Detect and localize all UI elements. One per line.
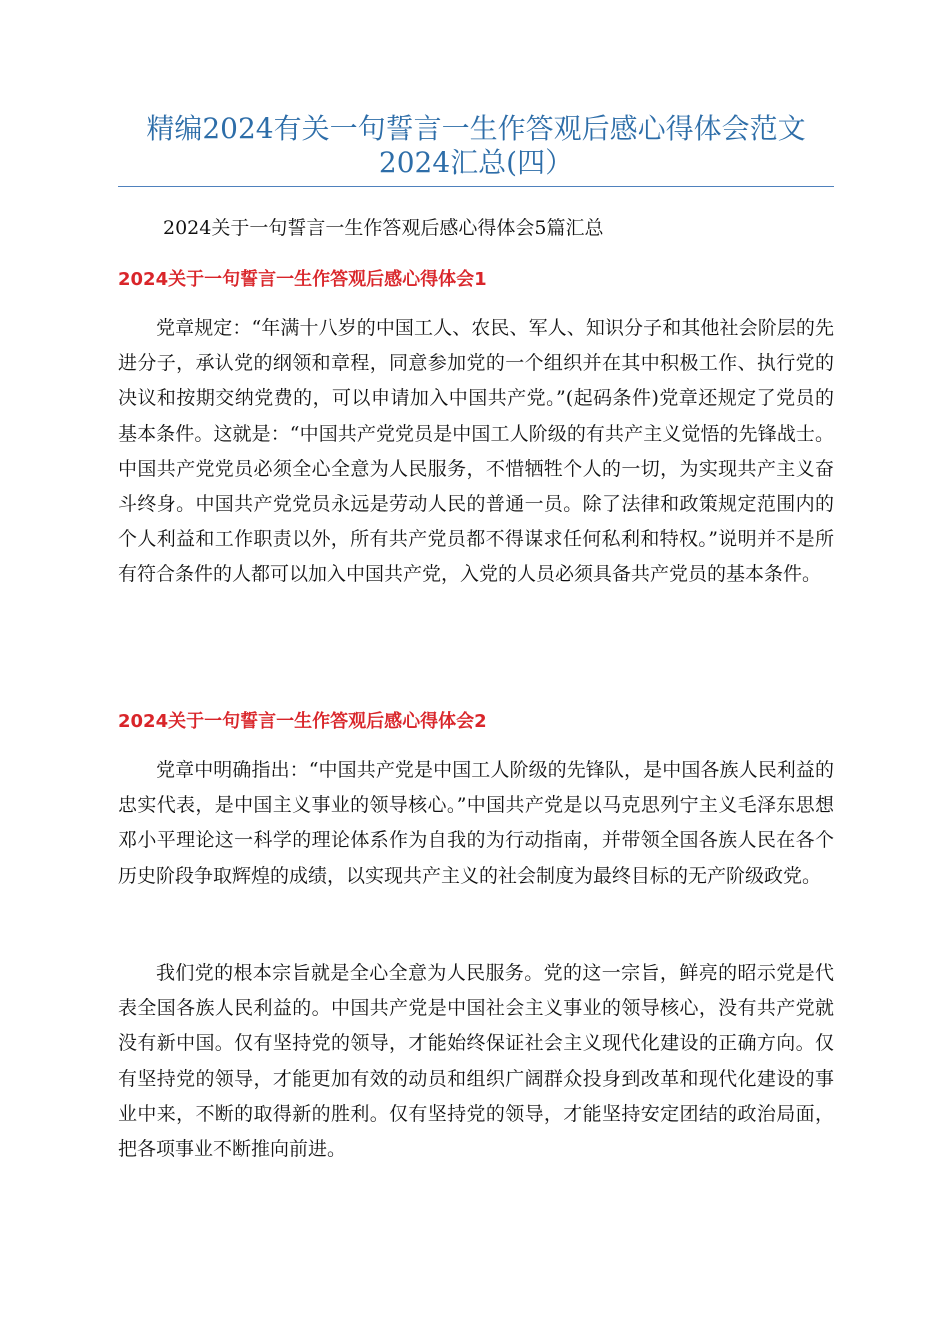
- section-2-heading: 2024关于一句誓言一生作答观后感心得体会2: [118, 711, 487, 732]
- title-underline: [118, 186, 834, 187]
- intro-line: 2024关于一句誓言一生作答观后感心得体会5篇汇总: [163, 217, 604, 239]
- title-line-1: 精编2024有关一句誓言一生作答观后感心得体会范文: [146, 112, 806, 145]
- section-2-paragraph-1: 党章中明确指出：“中国共产党是中国工人阶级的先锋队，是中国各族人民利益的忠实代表，是中国主义事业的领导核心。”中国共产党是以马克思列宁主义毛泽东思想邓小平理论这一科学的理论体系作为自我的为行动指南，并带领全国各族人民在各个历史阶段争取辉煌的成绩，以实现共产主义的社会制度为最终目标的无产阶级政党。: [118, 759, 834, 887]
- title-line-2: 2024汇总(四）: [378, 146, 574, 179]
- section-1-paragraph-1: 党章规定：“年满十八岁的中国工人、农民、军人、知识分子和其他社会阶层的先进分子，承认党的纲领和章程，同意参加党的一个组织并在其中积极工作、执行党的决议和按期交纳党费的，可以申请加入中国共产党。”(起码条件)党章还规定了党员的基本条件。这就是：“中国共产党党员是中国工人阶级的有共产主义觉悟的先锋战士。中国共产党党员必须全心全意为人民服务，不惜牺牲个人的一切，为实现共产主义奋斗终身。中国共产党党员永远是劳动人民的普通一员。除了法律和政策规定范围内的个人利益和工作职责以外，所有共产党员都不得谋求任何私利和特权。”说明并不是所有符合条件的人都可以加入中国共产党，入党的人员必须具备共产党员的基本条件。: [118, 317, 834, 586]
- section-2-paragraph-2: 我们党的根本宗旨就是全心全意为人民服务。党的这一宗旨，鲜亮的昭示党是代表全国各族人民利益的。中国共产党是中国社会主义事业的领导核心，没有共产党就没有新中国。仅有坚持党的领导，才能始终保证社会主义现代化建设的正确方向。仅有坚持党的领导，才能更加有效的动员和组织广阔群众投身到改革和现代化建设的事业中来，不断的取得新的胜利。仅有坚持党的领导，才能坚持安定团结的政治局面，把各项事业不断推向前进。: [118, 962, 834, 1161]
- section-1-heading: 2024关于一句誓言一生作答观后感心得体会1: [118, 269, 487, 290]
- document-title: [118, 112, 834, 180]
